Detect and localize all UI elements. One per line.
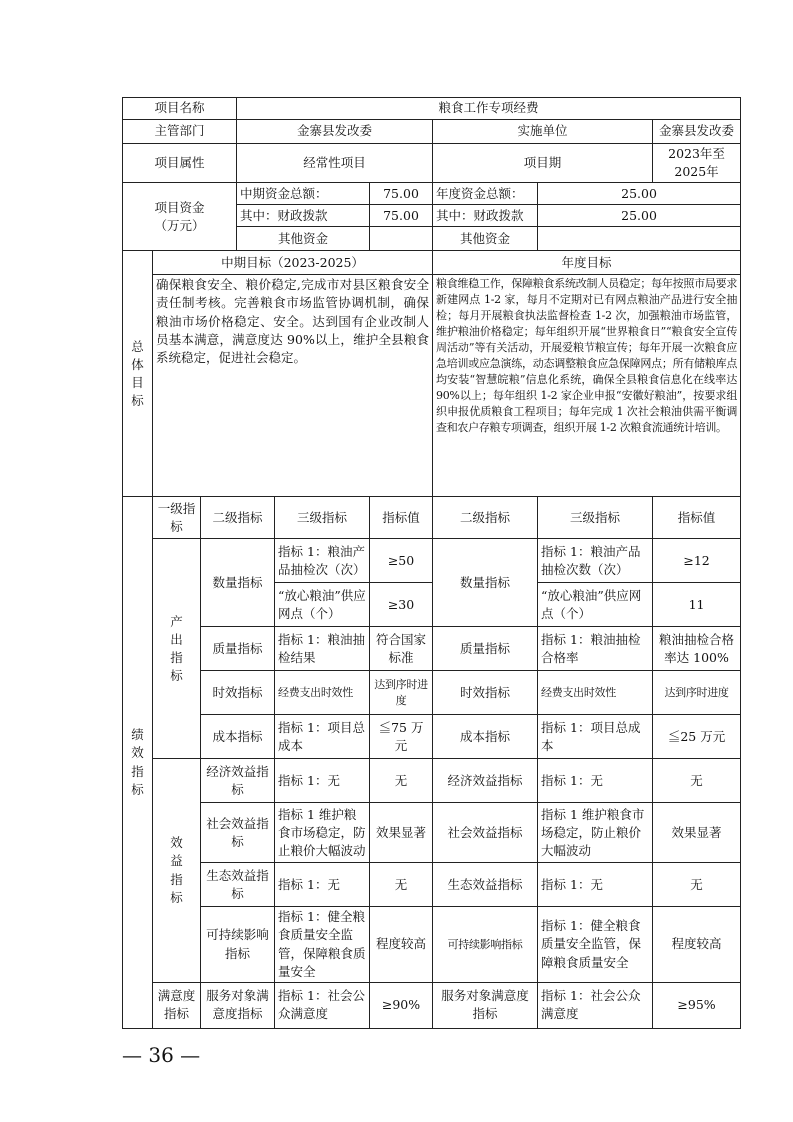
funds-label bbox=[123, 183, 237, 251]
sustain-mid-lvl2: 可持续影响指标 bbox=[201, 907, 275, 983]
quantity-year-value-2: 11 bbox=[653, 583, 741, 627]
time-year-value: 达到序时进度 bbox=[653, 671, 741, 715]
service-mid-value: ≥90% bbox=[370, 982, 433, 1028]
quantity-mid-lvl3-2: “放心粮油”供应网点（个） bbox=[275, 583, 370, 627]
cost-year-lvl2: 成本指标 bbox=[433, 715, 538, 759]
impl-label: 实施单位 bbox=[433, 120, 653, 144]
quality-year-value: 粮油抽检合格率达 100% bbox=[653, 627, 741, 671]
social-mid-value: 效果显著 bbox=[370, 803, 433, 863]
quantity-mid-value-1: ≥50 bbox=[370, 539, 433, 583]
quantity-year-lvl2: 数量指标 bbox=[433, 539, 538, 627]
year-goal-header: 年度目标 bbox=[433, 251, 741, 275]
quality-mid-value: 符合国家标准 bbox=[370, 627, 433, 671]
cost-year-value: ≦25 万元 bbox=[653, 715, 741, 759]
sustain-year-lvl3: 指标 1：健全粮食质量安全监管，保障粮食质量安全 bbox=[538, 907, 653, 983]
quality-year-lvl3: 指标 1：粮油抽检合格率 bbox=[538, 627, 653, 671]
benefit-label: 效益指标 bbox=[153, 759, 201, 983]
year-fiscal-label: 其中：财政拨款 bbox=[433, 205, 538, 227]
time-mid-lvl3: 经费支出时效性 bbox=[275, 671, 370, 715]
ecological-year-lvl2: 生态效益指标 bbox=[433, 863, 538, 907]
social-mid-lvl3: 指标 1 维护粮食市场稳定，防止粮价大幅波动 bbox=[275, 803, 370, 863]
service-year-lvl3: 指标 1：社会公众满意度 bbox=[538, 982, 653, 1028]
social-mid-lvl2: 社会效益指标 bbox=[201, 803, 275, 863]
quality-year-lvl2: 质量指标 bbox=[433, 627, 538, 671]
social-year-value: 效果显著 bbox=[653, 803, 741, 863]
year-other-label: 其他资金 bbox=[433, 227, 538, 251]
quantity-mid-value-2: ≥30 bbox=[370, 583, 433, 627]
mid-goal-text: 确保粮食安全、粮价稳定,完成市对县区粮食安全责任制考核。完善粮食市场监管协调机制，确保粮油市场价格稳定、安全。达到国有企业改制人员基本满意，满意度达 90%以上，维护全县粮食系统稳定，促进社会稳定。 bbox=[153, 275, 433, 497]
attr-label: 项目属性 bbox=[123, 144, 237, 183]
quantity-year-value-1: ≥12 bbox=[653, 539, 741, 583]
quantity-year-lvl3-2: “放心粮油”供应网点（个） bbox=[538, 583, 653, 627]
project-name-value: 粮食工作专项经费 bbox=[237, 98, 741, 120]
economic-mid-value: 无 bbox=[370, 759, 433, 803]
sustain-year-lvl2: 可持续影响指标 bbox=[433, 907, 538, 983]
perf-header-lvl1: 一级指标 bbox=[153, 497, 201, 539]
ecological-mid-lvl3: 指标 1：无 bbox=[275, 863, 370, 907]
funds-label-line1: 项目资金 bbox=[154, 199, 205, 215]
satisfaction-label: 满意度指标 bbox=[153, 982, 201, 1028]
time-year-lvl2: 时效指标 bbox=[433, 671, 538, 715]
service-mid-lvl3: 指标 1：社会公众满意度 bbox=[275, 982, 370, 1028]
year-goal-text: 粮食维稳工作，保障粮食系统改制人员稳定；每年按照市局要求新建网点 1-2 家，每月不定期对已有网点粮油产品进行安全抽检；每月开展粮食执法监督检查 1-2 次，加强粮油市场监管，维护粮油价格稳定；每年组织开展“世界粮食日”“粮食安全宣传周活动”等有关活动，开展爱粮节粮宣传；每年开展一次粮食应急培训或应急演练，动态调整粮食应急保障网点；所有储粮库点均安装“智慧皖粮”信息化系统，确保全县粮食信息化在线率达 90%以上；每年组织 1-2 家企业申报“安徽好粮油”，按要求组织申报优质粮食工程项目；每年完成 1 次社会粮油供需平衡调查和农户存粮专项调查，组织开展 1-2 次粮食流通统计培训。 bbox=[433, 275, 741, 497]
quality-mid-lvl2: 质量指标 bbox=[201, 627, 275, 671]
ecological-mid-lvl2: 生态效益指标 bbox=[201, 863, 275, 907]
output-label: 产出指标 bbox=[153, 539, 201, 759]
mid-other-label: 其他资金 bbox=[237, 227, 370, 251]
year-total-label: 年度资金总额： bbox=[433, 183, 538, 205]
mid-goal-header: 中期目标（2023-2025） bbox=[153, 251, 433, 275]
economic-year-lvl2: 经济效益指标 bbox=[433, 759, 538, 803]
quantity-mid-lvl3-1: 指标 1：粮油产品抽检次（次） bbox=[275, 539, 370, 583]
service-mid-lvl2: 服务对象满意度指标 bbox=[201, 982, 275, 1028]
perf-section-label: 绩效指标 bbox=[123, 497, 153, 1029]
mid-other-value bbox=[370, 227, 433, 251]
perf-header-year-value: 指标值 bbox=[653, 497, 741, 539]
perf-header-mid-value: 指标值 bbox=[370, 497, 433, 539]
economic-year-value: 无 bbox=[653, 759, 741, 803]
period-label: 项目期 bbox=[433, 144, 653, 183]
cost-mid-value: ≦75 万元 bbox=[370, 715, 433, 759]
ecological-mid-value: 无 bbox=[370, 863, 433, 907]
dept-value: 金寨县发改委 bbox=[237, 120, 433, 144]
year-other-value bbox=[538, 227, 741, 251]
sustain-year-value: 程度较高 bbox=[653, 907, 741, 983]
perf-header-mid-lvl3: 三级指标 bbox=[275, 497, 370, 539]
social-year-lvl3: 指标 1 维护粮食市场稳定，防止粮价大幅波动 bbox=[538, 803, 653, 863]
ecological-year-lvl3: 指标 1：无 bbox=[538, 863, 653, 907]
mid-total-label: 中期资金总额： bbox=[237, 183, 370, 205]
ecological-year-value: 无 bbox=[653, 863, 741, 907]
economic-mid-lvl3: 指标 1：无 bbox=[275, 759, 370, 803]
dept-label: 主管部门 bbox=[123, 120, 237, 144]
page-number: — 36 — bbox=[122, 1043, 201, 1067]
perf-header-mid-lvl2: 二级指标 bbox=[201, 497, 275, 539]
time-mid-lvl2: 时效指标 bbox=[201, 671, 275, 715]
attr-value: 经常性项目 bbox=[237, 144, 433, 183]
project-table bbox=[122, 97, 741, 1029]
funds-label-line2: （万元） bbox=[154, 217, 205, 233]
sustain-mid-value: 程度较高 bbox=[370, 907, 433, 983]
year-fiscal-value: 25.00 bbox=[538, 205, 741, 227]
quantity-mid-lvl2: 数量指标 bbox=[201, 539, 275, 627]
cost-mid-lvl3: 指标 1：项目总成本 bbox=[275, 715, 370, 759]
service-year-lvl2: 服务对象满意度指标 bbox=[433, 982, 538, 1028]
mid-fiscal-label: 其中：财政拨款 bbox=[237, 205, 370, 227]
period-value: 2023年至2025年 bbox=[653, 144, 741, 183]
perf-header-year-lvl3: 三级指标 bbox=[538, 497, 653, 539]
mid-total-value: 75.00 bbox=[370, 183, 433, 205]
sustain-mid-lvl3: 指标 1：健全粮食质量安全监管，保障粮食质量安全 bbox=[275, 907, 370, 983]
goals-section-label: 总体目标 bbox=[123, 251, 153, 497]
time-mid-value: 达到序时进度 bbox=[370, 671, 433, 715]
project-name-label: 项目名称 bbox=[123, 98, 237, 120]
economic-mid-lvl2: 经济效益指标 bbox=[201, 759, 275, 803]
time-year-lvl3: 经费支出时效性 bbox=[538, 671, 653, 715]
quality-mid-lvl3: 指标 1：粮油抽检结果 bbox=[275, 627, 370, 671]
perf-header-year-lvl2: 二级指标 bbox=[433, 497, 538, 539]
year-total-value: 25.00 bbox=[538, 183, 741, 205]
quantity-year-lvl3-1: 指标 1：粮油产品抽检次数（次） bbox=[538, 539, 653, 583]
mid-fiscal-value: 75.00 bbox=[370, 205, 433, 227]
cost-mid-lvl2: 成本指标 bbox=[201, 715, 275, 759]
impl-value: 金寨县发改委 bbox=[653, 120, 741, 144]
service-year-value: ≥95% bbox=[653, 982, 741, 1028]
social-year-lvl2: 社会效益指标 bbox=[433, 803, 538, 863]
cost-year-lvl3: 指标 1：项目总成本 bbox=[538, 715, 653, 759]
economic-year-lvl3: 指标 1：无 bbox=[538, 759, 653, 803]
